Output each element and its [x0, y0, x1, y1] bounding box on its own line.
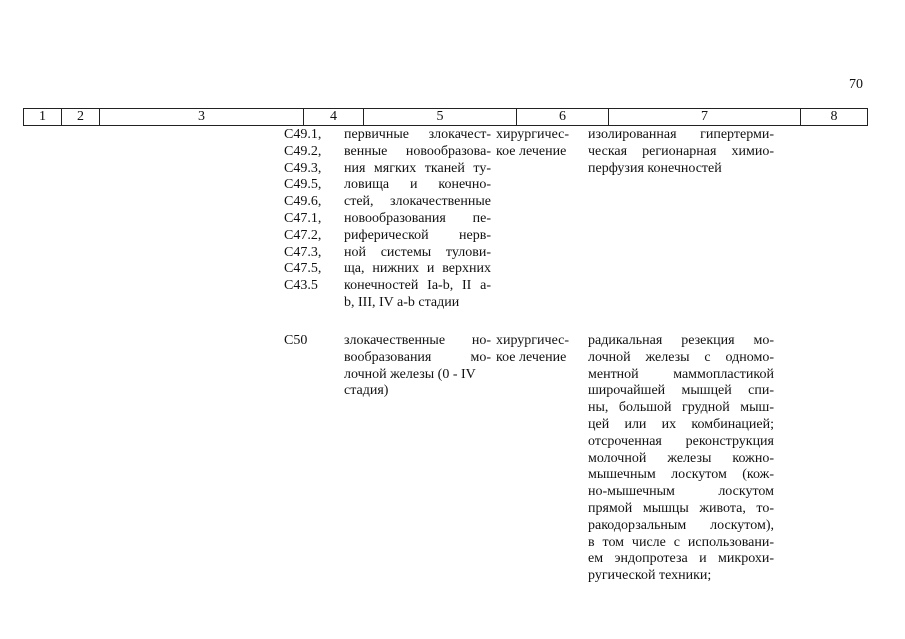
diagnosis-line: ловища и конечно- — [344, 177, 491, 193]
diagnosis-line: стадия) — [344, 383, 389, 399]
row-2-treatment — [496, 333, 578, 367]
diagnosis-code: C47.1, — [284, 210, 322, 226]
column-header-1: 1 — [24, 109, 62, 125]
diagnosis-code: C47.2, — [284, 227, 322, 243]
diagnosis-code: C47.3, — [284, 244, 322, 260]
row-2-method — [588, 333, 774, 585]
column-header-5: 5 — [364, 109, 517, 125]
diagnosis-code: C49.2, — [284, 143, 322, 159]
page-number: 70 — [849, 77, 863, 92]
column-header-7: 7 — [609, 109, 801, 125]
diagnosis-code: C49.5, — [284, 177, 322, 193]
diagnosis-line: ния мягких тканей ту- — [344, 160, 491, 176]
diagnosis-line: вообразования мо- — [344, 349, 491, 365]
diagnosis-code: C49.6, — [284, 194, 322, 210]
method-line: ем эндопротеза и микрохи- — [588, 551, 774, 567]
row-2-diagnosis — [344, 333, 491, 400]
method-line: широчайшей мышцей спи- — [588, 383, 774, 399]
diagnosis-line: первичные злокачест- — [344, 127, 491, 142]
table-header-row — [23, 108, 868, 126]
method-line: цей или их комбинацией; — [588, 416, 774, 432]
diagnosis-code: C50 — [284, 333, 308, 348]
diagnosis-line: лочной железы (0 - IV — [344, 366, 476, 382]
diagnosis-code: C47.5, — [284, 261, 322, 277]
diagnosis-code: C49.1, — [284, 127, 322, 142]
column-header-8: 8 — [830, 109, 838, 124]
method-line: прямой мышцы живота, то- — [588, 500, 774, 516]
diagnosis-line: конечностей Ia-b, II a- — [344, 278, 491, 294]
diagnosis-line: новообразования пе- — [344, 210, 491, 226]
diagnosis-line: риферической нерв- — [344, 227, 491, 243]
diagnosis-line: ной системы тулови- — [344, 244, 491, 260]
method-line: ны, большой грудной мыш- — [588, 400, 774, 416]
column-header-3: 3 — [100, 109, 304, 125]
method-line: молочной железы кожно- — [588, 450, 774, 466]
method-line: перфузия конечностей — [588, 160, 722, 176]
diagnosis-line: венные новообразова- — [344, 143, 491, 159]
treatment-line: кое лечение — [496, 143, 567, 159]
method-line: ментной маммопластикой — [588, 366, 774, 382]
column-header-6: 6 — [517, 109, 609, 125]
treatment-line: кое лечение — [496, 349, 567, 365]
row-1-codes — [284, 127, 340, 295]
column-header-2: 2 — [62, 109, 100, 125]
treatment-line: хирургичес- — [496, 333, 570, 348]
row-1-treatment — [496, 127, 578, 161]
diagnosis-line: ща, нижних и верхних — [344, 261, 491, 277]
diagnosis-code: C49.3, — [284, 160, 322, 176]
diagnosis-line: b, III, IV a-b стадии — [344, 294, 460, 310]
method-line: лочной железы с одномо- — [588, 349, 774, 365]
method-line: отсроченная реконструкция — [588, 433, 774, 449]
diagnosis-line: стей, злокачественные — [344, 194, 491, 210]
row-1-diagnosis — [344, 127, 491, 312]
diagnosis-code: C43.5 — [284, 278, 318, 294]
method-line: но-мышечным лоскутом — [588, 484, 774, 500]
method-line: ракодорзальным лоскутом), — [588, 517, 774, 533]
row-1-method — [588, 127, 774, 177]
row-2-codes — [284, 333, 340, 350]
method-line: мышечным лоскутом (кож- — [588, 467, 774, 483]
method-line: ругической техники; — [588, 568, 712, 584]
column-header-4: 4 — [304, 109, 364, 125]
method-line: радикальная резекция мо- — [588, 333, 774, 348]
treatment-line: хирургичес- — [496, 127, 570, 142]
method-line: изолированная гипертерми- — [588, 127, 774, 142]
diagnosis-line: злокачественные но- — [344, 333, 491, 348]
method-line: в том числе с использовани- — [588, 534, 774, 550]
method-line: ческая регионарная химио- — [588, 143, 774, 159]
